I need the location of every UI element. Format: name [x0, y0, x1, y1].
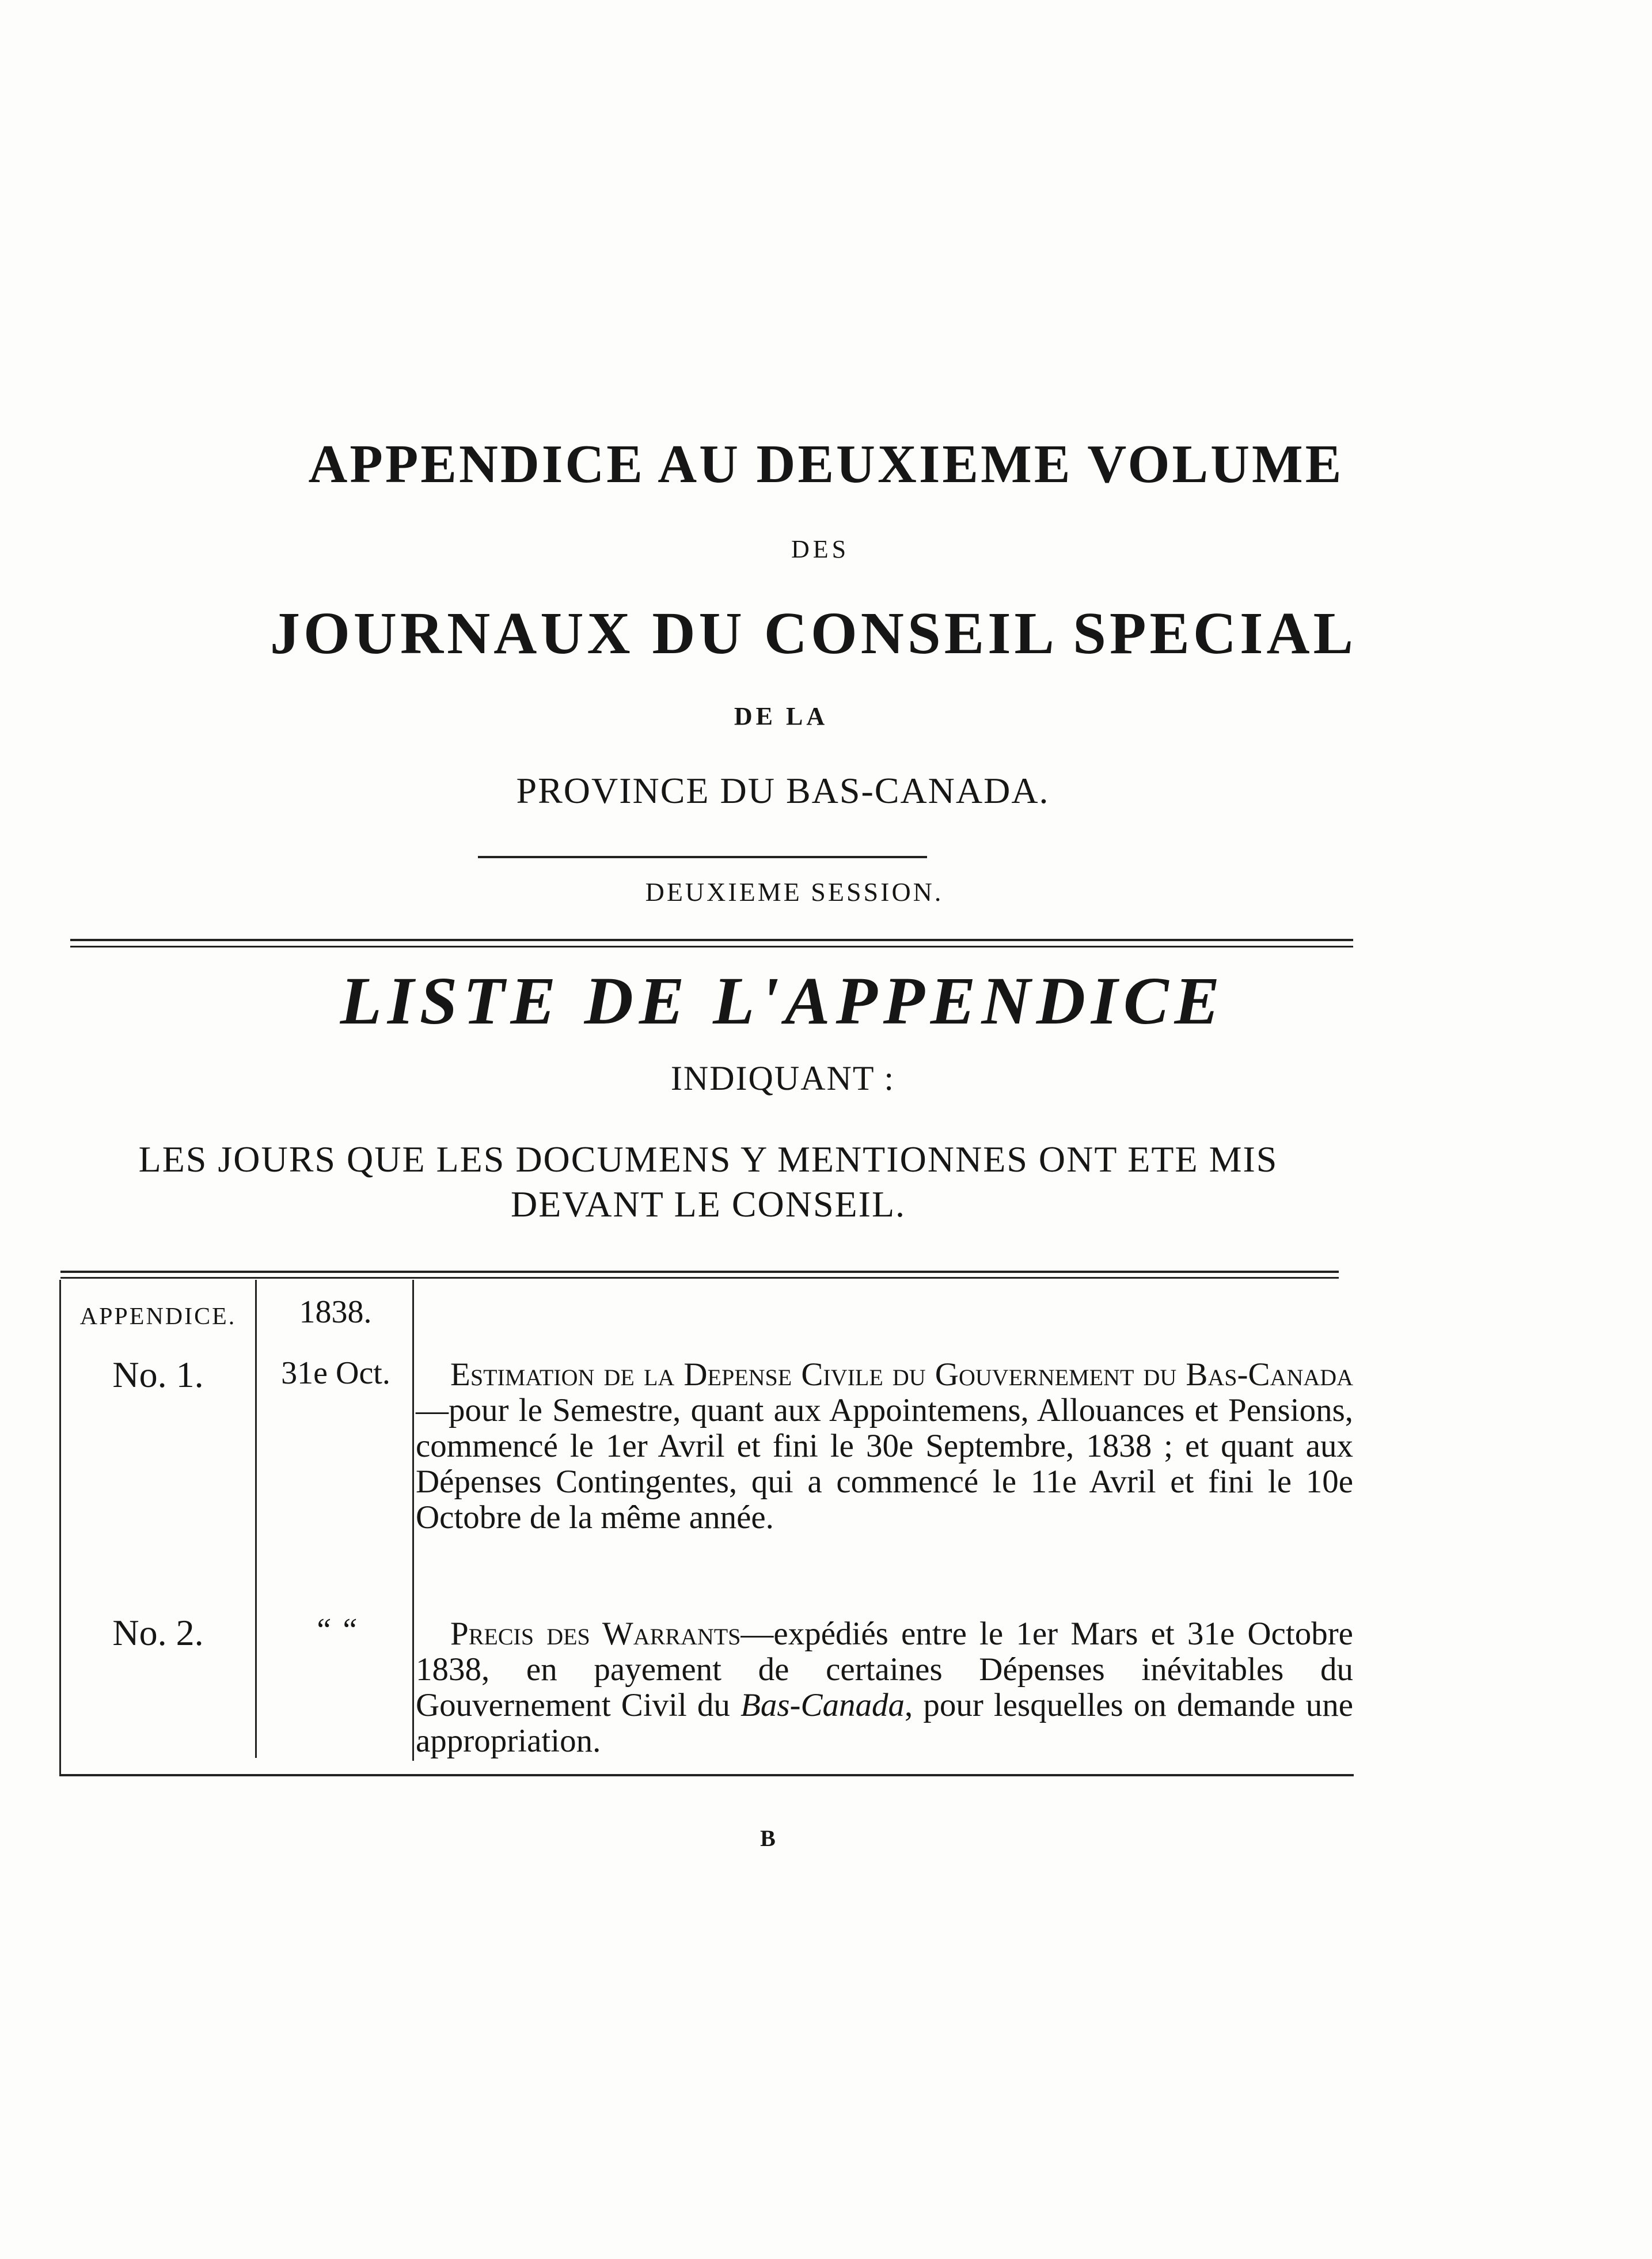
table-top-rule: [60, 1271, 1339, 1279]
list-description: LES JOURS QUE LES DOCUMENS Y MENTIONNES ONT ETE MIS DEVANT LE CONSEIL.: [138, 1139, 1278, 1225]
title-de-la: DE LA: [734, 702, 829, 730]
appendix-lead: Precis des Warrants: [450, 1616, 741, 1652]
appendix-description: [416, 1616, 1353, 1759]
appendix-text: —pour le Semestre, quant aux Appointemens, Allouances et Pensions, commencé le 1er Avril et fini le 30e Septembre, 1838 ; et quant aux Dépenses Contingentes, qui a commencé le 11e Avril et fini le 10e Octobre de la même année.: [416, 1392, 1353, 1536]
appendix-date-ditto: “ “: [313, 1612, 358, 1648]
appendix-text-italic: Bas-Canada: [740, 1687, 905, 1723]
title-province: PROVINCE DU BAS-CANADA.: [516, 770, 1050, 811]
appendix-text: —expédiés entre le 1er Mars et 31e Octobre 1838, en payement de certaines Dépenses inévitables du Gouvernement Civil du: [416, 1616, 1353, 1723]
table-left-border: [59, 1280, 61, 1774]
appendix-text-end: , pour lesquelles on demande une appropriation.: [416, 1687, 1353, 1759]
column-header-year: 1838.: [299, 1294, 372, 1330]
appendix-number: No. 1.: [112, 1354, 204, 1395]
column-header-appendice: APPENDICE.: [79, 1303, 237, 1330]
signature-mark: B: [760, 1825, 777, 1851]
title-appendice-volume: APPENDICE AU DEUXIEME VOLUME: [308, 434, 1344, 494]
table-column-divider-2: [412, 1280, 414, 1761]
table-column-divider-1: [255, 1280, 257, 1758]
table-bottom-rule: [59, 1774, 1354, 1776]
appendix-date: 31e Oct.: [281, 1355, 390, 1391]
list-title: LISTE DE L'APPENDICE: [340, 963, 1226, 1038]
appendix-lead: Estimation de la Depense Civile du Gouvernement du Bas-Canada: [450, 1356, 1353, 1393]
double-divider-top: [70, 939, 1353, 947]
list-subtitle: INDIQUANT :: [670, 1059, 895, 1097]
title-des: DES: [791, 535, 850, 563]
title-journaux: JOURNAUX DU CONSEIL SPECIAL: [270, 600, 1357, 666]
appendix-description: [416, 1357, 1353, 1536]
appendix-number: No. 2.: [112, 1612, 204, 1653]
short-divider: [478, 856, 927, 858]
session-label: DEUXIEME SESSION.: [645, 877, 944, 907]
